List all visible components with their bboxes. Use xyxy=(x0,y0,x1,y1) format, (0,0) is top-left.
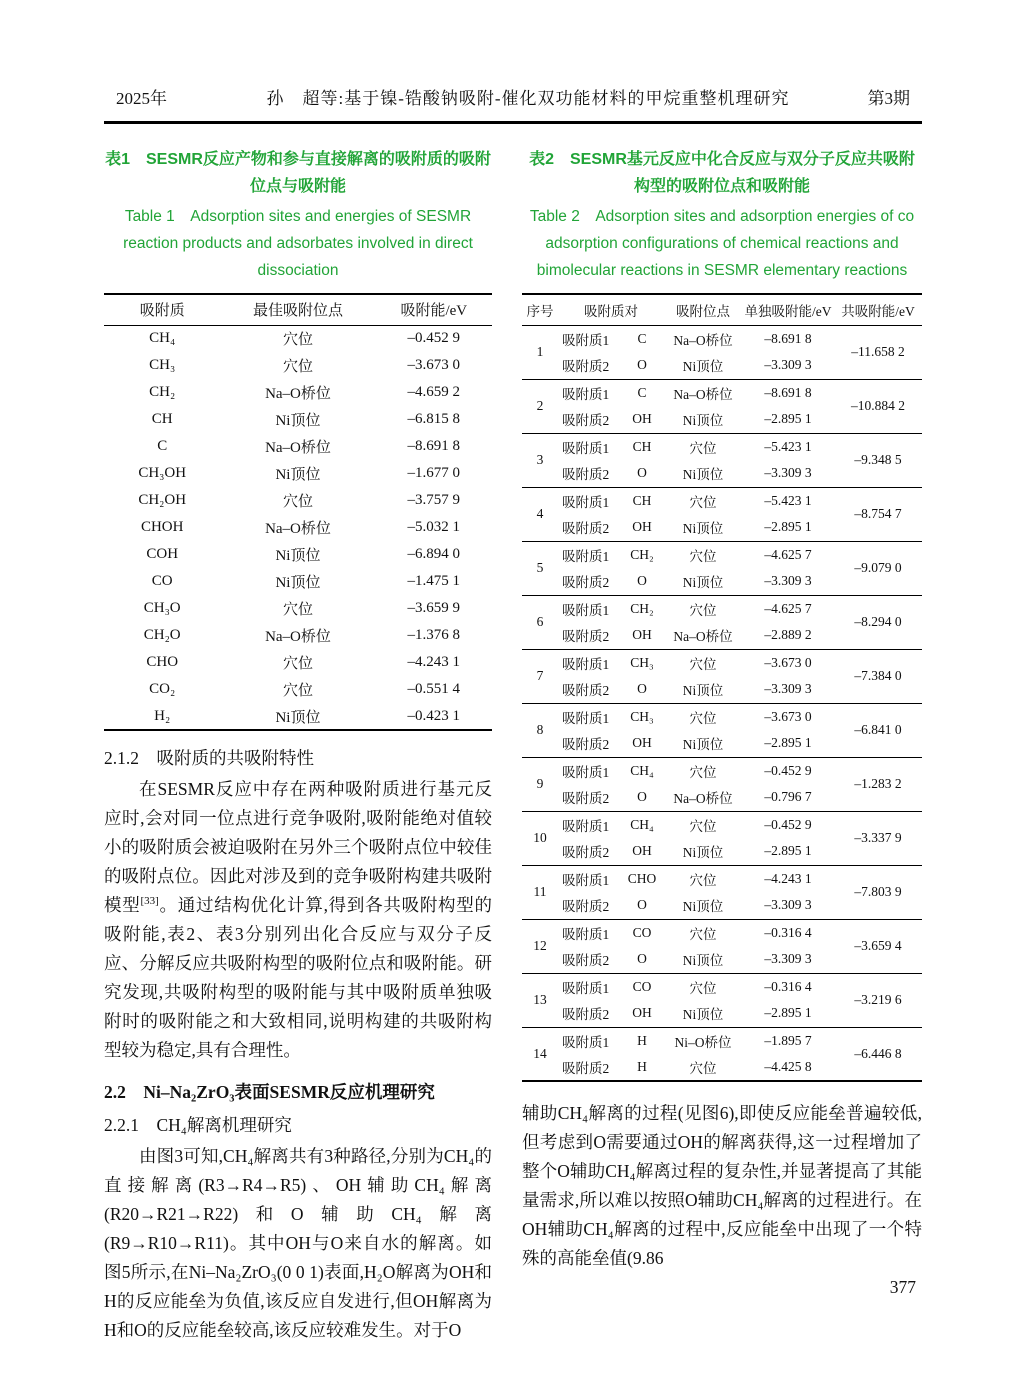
table2-pair-label-cell: 吸附质2 xyxy=(562,575,610,591)
table2-site-cell: 穴位 xyxy=(664,757,742,784)
table1-species-cell: CH₂O xyxy=(143,627,181,643)
table2-site-cell: Ni顶位 xyxy=(682,1007,724,1023)
table1-row xyxy=(104,460,492,487)
table2-co-energy-cell: –6.446 8 xyxy=(834,1027,922,1081)
table2-species-cell: CH₃ xyxy=(620,703,664,730)
table2-caption-zh: 表2 SESMR基元反应中化合反应与双分子反应共吸附构型的吸附位点和吸附能 xyxy=(529,151,915,195)
table2-species-cell: O xyxy=(637,357,647,373)
reference-33: [33] xyxy=(140,895,159,908)
table2-single-energy-cell: –0.316 4 xyxy=(742,919,834,946)
table2-no-cell: 10 xyxy=(522,811,558,865)
paragraph-coadsorption xyxy=(104,775,492,1065)
table2-pair-label-cell: 吸附质1 xyxy=(558,757,620,784)
table2-site-cell: Ni顶位 xyxy=(682,845,724,861)
paragraph-coadsorption-part1: 在SESMR反应中存在两种吸附质进行基元反应时,会对同一位点进行竞争吸附,吸附能绝对值较小的吸附质会被迫吸附在另外三个吸附点位中较佳的吸附点位。因此对涉及到的竞争吸附构建共吸附模型 xyxy=(104,779,492,915)
table1-header-row xyxy=(104,294,492,325)
table1-species-cell: CO xyxy=(151,573,173,589)
table2-species-cell: CH₄ xyxy=(620,811,664,838)
table2-site-cell: 穴位 xyxy=(664,541,742,568)
table2-pair-label-cell: 吸附质1 xyxy=(558,973,620,1000)
table2-pair-label-cell: 吸附质2 xyxy=(562,791,610,807)
table2-header-pair: 吸附质对 xyxy=(558,294,664,325)
table2-single-energy-cell: –0.796 7 xyxy=(764,789,812,805)
table2-no-cell: 3 xyxy=(522,433,558,487)
table1-site-cell: 穴位 xyxy=(282,359,313,375)
table2-single-energy-cell: –4.425 8 xyxy=(764,1059,812,1074)
table2-site-cell: Na–O桥位 xyxy=(673,332,733,348)
table2-row xyxy=(522,433,922,460)
table2-no-cell: 5 xyxy=(522,541,558,595)
table1-energy-cell: –8.691 8 xyxy=(407,438,461,454)
two-column-layout xyxy=(104,146,922,1345)
table2-row xyxy=(522,757,922,784)
table2-single-energy-cell: –0.452 9 xyxy=(742,811,834,838)
table1-row xyxy=(104,703,492,730)
table2-single-energy-cell: –2.895 1 xyxy=(764,735,812,751)
table2-co-energy-cell: –6.841 0 xyxy=(834,703,922,757)
table1-row xyxy=(104,379,492,406)
table1-row xyxy=(104,676,492,703)
table2-co-energy-cell: –1.283 2 xyxy=(834,757,922,811)
section-2-2-heading: 2.2 Ni–Na₂ZrO₃表面SESMR反应机理研究 xyxy=(104,1082,435,1102)
table2-single-energy-cell: –0.452 9 xyxy=(742,757,834,784)
table1-header-site: 最佳吸附位点 xyxy=(220,294,375,325)
table2-pair-label-cell: 吸附质2 xyxy=(562,359,610,375)
table2-co-energy-cell: –10.884 2 xyxy=(834,379,922,433)
table1-site-cell: 穴位 xyxy=(282,602,313,618)
table1-energy-cell: –1.376 8 xyxy=(407,627,461,643)
table2-row xyxy=(522,919,922,946)
table2-species-cell: CHO xyxy=(620,865,664,892)
table1-site-cell: 穴位 xyxy=(282,656,313,672)
table2-site-cell: Ni顶位 xyxy=(682,575,724,591)
table2-site-cell: Ni顶位 xyxy=(682,467,724,483)
table1-energy-cell: –0.551 4 xyxy=(407,681,461,697)
header-year: 2025年 xyxy=(116,89,167,108)
table2-caption-en: Table 2 Adsorption sites and adsorption energies of co adsorption configurations of chemical reactions and bimolecular reactions in SESMR elementary reactions xyxy=(529,208,915,279)
table2-species-cell: O xyxy=(637,573,647,589)
paragraph-ch4-dissociation: 由图3可知,CH₄解离共有3种路径,分别为CH₄的直接解离(R3→R4→R5)、OH辅助CH₄解离(R20→R21→R22)和O辅助CH₄解离(R9→R10→R11)。其中OH与O来自水的解离。如图5所示,在Ni–Na₂ZrO₃(0 0 1)表面,H₂O解离为OH和H的反应能垒为负值,该反应自发进行,但OH解离为H和O的反应能垒较高,该反应较难发生。对于O xyxy=(104,1146,492,1340)
table2-single-energy-cell: –3.309 3 xyxy=(764,357,812,373)
table2-co-energy-cell: –7.384 0 xyxy=(834,649,922,703)
table2-pair-label-cell: 吸附质1 xyxy=(558,433,620,460)
table2-no-cell: 1 xyxy=(536,344,544,359)
table1-energy-cell: –6.894 0 xyxy=(407,546,461,562)
table2-no-cell: 6 xyxy=(522,595,558,649)
table2-pair-label-cell: 吸附质2 xyxy=(562,521,610,537)
table2-site-cell: Ni顶位 xyxy=(682,899,724,915)
table2-single-energy-cell: –8.691 8 xyxy=(764,330,812,346)
table2-pair-label-cell: 吸附质1 xyxy=(562,332,610,348)
table1-row xyxy=(104,568,492,595)
table1-row xyxy=(104,406,492,433)
table2-species-cell: C xyxy=(637,330,647,346)
table2-row xyxy=(522,595,922,622)
table2-pair-label-cell: 吸附质2 xyxy=(562,737,610,753)
table2 xyxy=(522,293,922,1082)
running-head xyxy=(104,84,922,124)
table2-site-cell: 穴位 xyxy=(664,433,742,460)
table2-pair-label-cell: 吸附质1 xyxy=(558,595,620,622)
table2-site-cell: 穴位 xyxy=(689,1061,717,1076)
table2-site-cell: 穴位 xyxy=(664,811,742,838)
table1-row xyxy=(104,352,492,379)
table2-single-energy-cell: –2.889 2 xyxy=(764,627,812,643)
table2-pair-label-cell: 吸附质1 xyxy=(558,919,620,946)
table1-header-species: 吸附质 xyxy=(104,294,220,325)
table2-no-cell: 8 xyxy=(522,703,558,757)
table2-single-energy-cell: –4.625 7 xyxy=(742,595,834,622)
table1-energy-cell: –6.815 8 xyxy=(407,411,461,427)
table2-site-cell: 穴位 xyxy=(664,595,742,622)
table2-site-cell: Ni顶位 xyxy=(682,413,724,429)
table2-species-cell: CH₄ xyxy=(620,757,664,784)
table2-single-energy-cell: –3.309 3 xyxy=(764,465,812,481)
table2-no-cell: 2 xyxy=(522,379,558,433)
table2-site-cell: Ni顶位 xyxy=(682,521,724,537)
table2-single-energy-cell: –3.309 3 xyxy=(764,573,812,589)
section-2-2-1-heading: 2.2.1 CH₄解离机理研究 xyxy=(104,1115,292,1135)
table2-single-energy-cell: –0.316 4 xyxy=(742,973,834,1000)
table1-row xyxy=(104,595,492,622)
table2-co-energy-cell: –9.079 0 xyxy=(834,541,922,595)
table2-pair-label-cell: 吸附质1 xyxy=(558,487,620,514)
table1-species-cell: CH₂ xyxy=(149,384,176,400)
table1-energy-cell: –4.243 1 xyxy=(407,654,461,670)
table2-species-cell: OH xyxy=(632,627,652,643)
table2-site-cell: Ni顶位 xyxy=(682,683,724,699)
table2-header-single-energy: 单独吸附能/eV xyxy=(742,294,834,325)
table2-header-co-energy: 共吸附能/eV xyxy=(834,294,922,325)
table2-pair-label-cell: 吸附质1 xyxy=(558,703,620,730)
table2-site-cell: 穴位 xyxy=(664,487,742,514)
table1-site-cell: Na–O桥位 xyxy=(265,440,331,456)
table2-species-cell: H xyxy=(637,1059,647,1074)
table2-row xyxy=(522,379,922,406)
table2-row xyxy=(522,811,922,838)
table1-site-cell: Ni顶位 xyxy=(275,467,321,483)
table2-pair-label-cell: 吸附质2 xyxy=(562,629,610,645)
table2-species-cell: CH₃ xyxy=(620,649,664,676)
table2-row xyxy=(522,865,922,892)
table2-co-energy-cell: –8.294 0 xyxy=(834,595,922,649)
table2-site-cell: Na–O桥位 xyxy=(673,629,733,645)
table2-site-cell: Ni顶位 xyxy=(682,953,724,969)
table2-single-energy-cell: –5.423 1 xyxy=(742,433,834,460)
table1-row xyxy=(104,541,492,568)
table1-energy-cell: –4.659 2 xyxy=(407,384,461,400)
table1-row xyxy=(104,325,492,352)
table2-site-cell: 穴位 xyxy=(664,649,742,676)
table2-species-cell: CH xyxy=(620,433,664,460)
table1-site-cell: Ni顶位 xyxy=(275,548,321,564)
table2-pair-label-cell: 吸附质1 xyxy=(558,1027,620,1054)
table2-site-cell: Ni顶位 xyxy=(682,737,724,753)
table2-site-cell: Ni顶位 xyxy=(682,359,724,375)
table2-species-cell: H xyxy=(620,1027,664,1054)
table2-species-cell: CH₂ xyxy=(620,595,664,622)
table2-species-cell: OH xyxy=(632,411,652,427)
table1-energy-cell: –3.673 0 xyxy=(407,357,461,373)
table2-no-cell: 11 xyxy=(522,865,558,919)
table1-site-cell: Na–O桥位 xyxy=(265,521,331,537)
header-article-title: 孙 超等:基于镍-锆酸钠吸附-催化双功能材料的甲烷重整机理研究 xyxy=(266,89,790,108)
table1-species-cell: C xyxy=(157,438,168,454)
table2-header-row xyxy=(522,294,922,325)
table2-pair-label-cell: 吸附质2 xyxy=(562,953,610,969)
table2-species-cell: OH xyxy=(632,1005,652,1021)
table1-species-cell: CH₃OH xyxy=(138,465,187,481)
table2-co-energy-cell: –7.803 9 xyxy=(834,865,922,919)
table2-single-energy-cell: –5.423 1 xyxy=(742,487,834,514)
table1-energy-cell: –3.659 9 xyxy=(407,600,461,616)
table1-caption xyxy=(104,146,492,284)
table2-single-energy-cell: –3.309 3 xyxy=(764,681,812,697)
table2-single-energy-cell: –3.673 0 xyxy=(742,703,834,730)
table2-single-energy-cell: –3.673 0 xyxy=(742,649,834,676)
table2-species-cell: O xyxy=(637,789,647,805)
table2-no-cell: 13 xyxy=(522,973,558,1027)
table2-single-energy-cell: –2.895 1 xyxy=(764,519,812,535)
table1-species-cell: CH₃ xyxy=(149,357,176,373)
table2-pair-label-cell: 吸附质2 xyxy=(562,683,610,699)
table1-row xyxy=(104,622,492,649)
table1-energy-cell: –0.452 9 xyxy=(407,330,461,347)
table2-species-cell: O xyxy=(637,951,647,967)
table1-caption-en: Table 1 Adsorption sites and energies of SESMR reaction products and adsorbates involved in direct dissociation xyxy=(123,208,473,279)
table1-energy-cell: –5.032 1 xyxy=(407,519,461,535)
left-column xyxy=(104,146,492,1345)
table1-species-cell: CO₂ xyxy=(149,681,176,697)
table2-co-energy-cell: –11.658 2 xyxy=(851,344,905,359)
table1-site-cell: Ni顶位 xyxy=(275,413,321,429)
table2-co-energy-cell: –8.754 7 xyxy=(834,487,922,541)
table2-single-energy-cell: –8.691 8 xyxy=(742,379,834,406)
table1-species-cell: CH xyxy=(151,411,173,427)
table2-site-cell: 穴位 xyxy=(664,973,742,1000)
table1-site-cell: 穴位 xyxy=(282,494,313,510)
table1-energy-cell: –3.757 9 xyxy=(407,492,461,508)
table2-species-cell: O xyxy=(637,465,647,481)
table2-pair-label-cell: 吸附质2 xyxy=(562,1061,610,1076)
table2-pair-label-cell: 吸附质2 xyxy=(562,899,610,915)
section-2-1-2-heading: 2.1.2 吸附质的共吸附特性 xyxy=(104,748,314,768)
table1-species-cell: CH₂OH xyxy=(138,492,187,508)
table1-species-cell: H₂ xyxy=(154,707,171,724)
table2-species-cell: CO xyxy=(620,973,664,1000)
right-column xyxy=(522,146,922,1345)
table2-single-energy-cell: –1.895 7 xyxy=(742,1027,834,1054)
table2-header-site: 吸附位点 xyxy=(664,294,742,325)
table2-caption xyxy=(522,146,922,284)
table2-no-cell: 7 xyxy=(522,649,558,703)
table2-pair-label-cell: 吸附质1 xyxy=(558,811,620,838)
table2-row xyxy=(522,1027,922,1054)
table2-site-cell: Na–O桥位 xyxy=(673,791,733,807)
header-issue: 第3期 xyxy=(867,89,910,108)
table2-species-cell: OH xyxy=(632,735,652,751)
table2-co-energy-cell: –3.219 6 xyxy=(834,973,922,1027)
table2-pair-label-cell: 吸附质1 xyxy=(558,379,620,406)
table2-site-cell: Na–O桥位 xyxy=(664,379,742,406)
table2-pair-label-cell: 吸附质1 xyxy=(558,649,620,676)
table2-pair-label-cell: 吸附质1 xyxy=(558,541,620,568)
paragraph-oh-assisted: 辅助CH₄解离的过程(见图6),即使反应能垒普遍较低,但考虑到O需要通过OH的解离获得,这一过程增加了整个O辅助CH₄解离过程的复杂性,并显著提高了其能量需求,所以难以按照O辅助CH₄解离的过程进行。在OH辅助CH₄解离的过程中,反应能垒中出现了一个特殊的高能垒值(9.86 xyxy=(522,1103,922,1268)
table2-row xyxy=(522,541,922,568)
table2-single-energy-cell: –2.895 1 xyxy=(764,843,812,859)
table1-species-cell: COH xyxy=(146,546,179,562)
table2-species-cell: OH xyxy=(632,843,652,859)
table2-single-energy-cell: –4.625 7 xyxy=(742,541,834,568)
table2-co-energy-cell: –9.348 5 xyxy=(834,433,922,487)
paragraph-coadsorption-part2: 。通过结构优化计算,得到各共吸附构型的吸附能,表2、表3分别列出化合反应与双分子反应、分解反应共吸附构型的吸附位点和吸附能。研究发现,共吸附构型的吸附能与其中吸附质单独吸附时的吸附能之和大致相同,说明构建的共吸附构型较为稳定,具有合理性。 xyxy=(104,895,493,1060)
table2-single-energy-cell: –3.309 3 xyxy=(764,951,812,967)
table1-site-cell: Na–O桥位 xyxy=(265,629,331,645)
table2-site-cell: Ni–O桥位 xyxy=(664,1027,742,1054)
table2-site-cell: 穴位 xyxy=(664,919,742,946)
table2-no-cell: 14 xyxy=(522,1027,558,1081)
table2-pair-label-cell: 吸附质2 xyxy=(562,845,610,861)
table2-single-energy-cell: –2.895 1 xyxy=(764,411,812,427)
table2-row xyxy=(522,325,922,352)
table1-species-cell: CH₃O xyxy=(143,600,181,616)
table1-header-energy: 吸附能/eV xyxy=(376,294,492,325)
table2-single-energy-cell: –4.243 1 xyxy=(742,865,834,892)
table1-site-cell: Ni顶位 xyxy=(275,709,321,726)
table2-species-cell: CO xyxy=(620,919,664,946)
table1-site-cell: 穴位 xyxy=(282,332,313,349)
table2-pair-label-cell: 吸附质2 xyxy=(562,1007,610,1023)
table1-species-cell: CH₄ xyxy=(149,330,176,347)
table2-species-cell: O xyxy=(637,681,647,697)
table2-row xyxy=(522,649,922,676)
table2-species-cell: C xyxy=(620,379,664,406)
table2-site-cell: 穴位 xyxy=(664,865,742,892)
table2-co-energy-cell: –3.659 4 xyxy=(834,919,922,973)
table2-species-cell: OH xyxy=(632,519,652,535)
table1-row xyxy=(104,433,492,460)
table2-no-cell: 4 xyxy=(522,487,558,541)
table2-pair-label-cell: 吸附质2 xyxy=(562,467,610,483)
table2-species-cell: CH xyxy=(620,487,664,514)
table2-row xyxy=(522,703,922,730)
table2-single-energy-cell: –2.895 1 xyxy=(764,1005,812,1021)
table1-caption-zh: 表1 SESMR反应产物和参与直接解离的吸附质的吸附位点与吸附能 xyxy=(105,151,491,195)
table1-row xyxy=(104,487,492,514)
table2-no-cell: 9 xyxy=(522,757,558,811)
page-number: 377 xyxy=(889,1277,916,1297)
table1-species-cell: CHO xyxy=(146,654,179,670)
table1-energy-cell: –0.423 1 xyxy=(407,707,461,724)
table2-pair-label-cell: 吸附质2 xyxy=(562,413,610,429)
table1-row xyxy=(104,649,492,676)
table2-species-cell: CH₂ xyxy=(620,541,664,568)
table2-pair-label-cell: 吸附质1 xyxy=(558,865,620,892)
table1-species-cell: CHOH xyxy=(140,519,184,535)
table2-row xyxy=(522,973,922,1000)
table2-header-no: 序号 xyxy=(522,294,558,325)
table1-site-cell: 穴位 xyxy=(282,683,313,699)
table2-no-cell: 12 xyxy=(522,919,558,973)
table1-site-cell: Na–O桥位 xyxy=(265,386,331,402)
table1-row xyxy=(104,514,492,541)
table2-species-cell: O xyxy=(637,897,647,913)
table2-row xyxy=(522,487,922,514)
table2-co-energy-cell: –3.337 9 xyxy=(834,811,922,865)
table2-site-cell: 穴位 xyxy=(664,703,742,730)
table1 xyxy=(104,293,492,731)
table1-energy-cell: –1.677 0 xyxy=(407,465,461,481)
table1-site-cell: Ni顶位 xyxy=(275,575,321,591)
table2-single-energy-cell: –3.309 3 xyxy=(764,897,812,913)
table1-energy-cell: –1.475 1 xyxy=(407,573,461,589)
